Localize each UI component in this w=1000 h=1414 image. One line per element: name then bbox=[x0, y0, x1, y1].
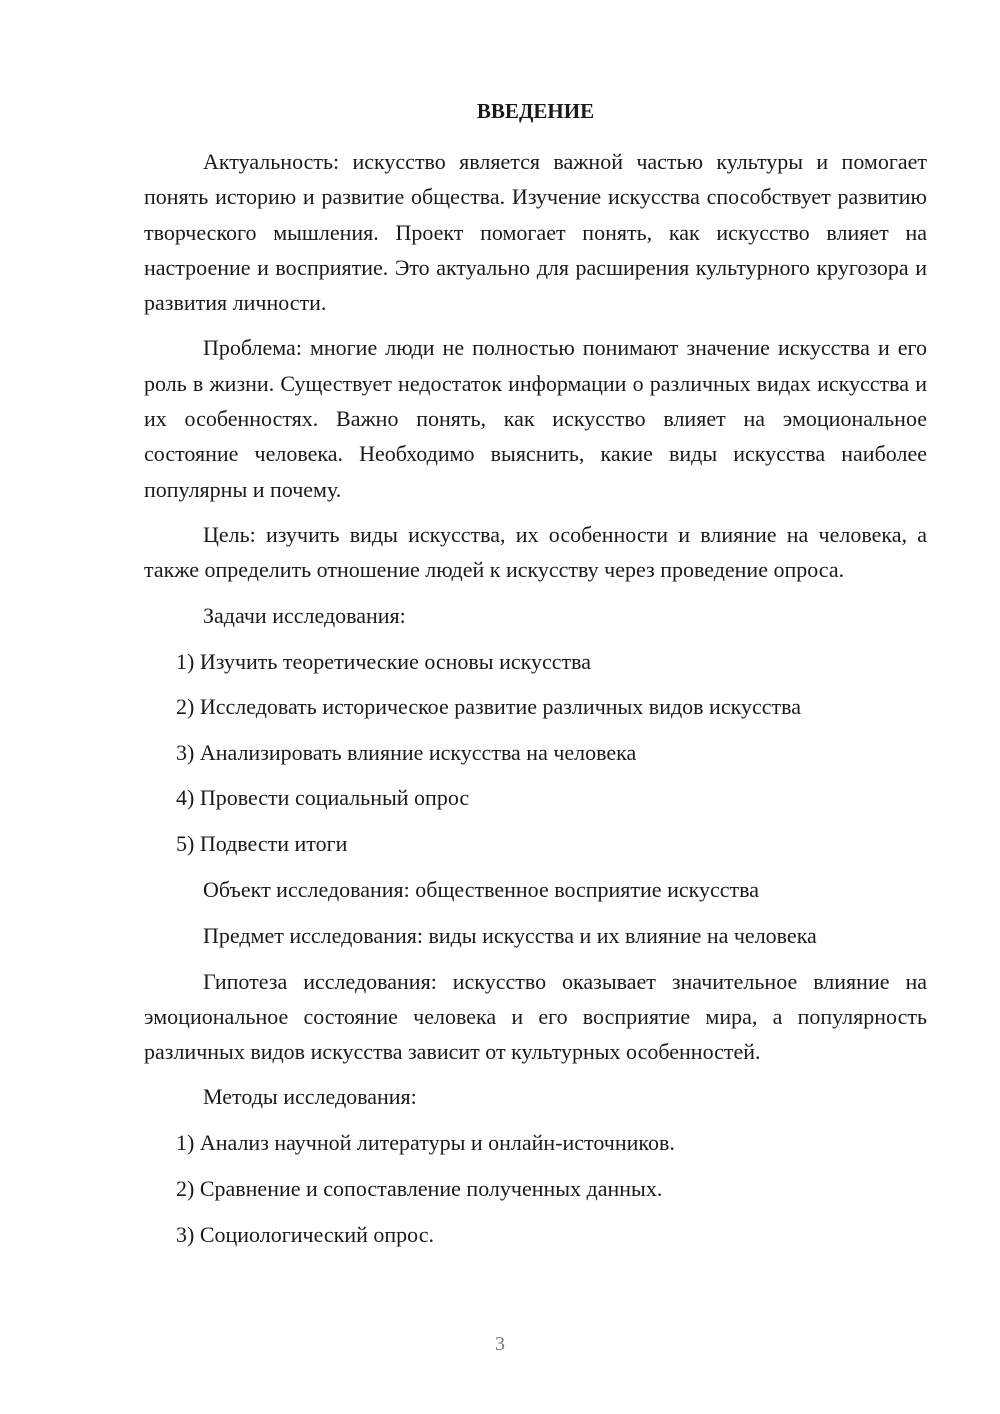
problem-paragraph: Проблема: многие люди не полностью понимают значение искусства и его роль в жизни. Существует недостаток информации о различных видах искусства и их особенностях. Важно понять, как искусство влияет на эмоциональное состояние человека. Необходимо выяснить, какие виды искусства наиболее популярны и почему. bbox=[144, 335, 927, 502]
tasks-heading: Задачи исследования: bbox=[203, 602, 406, 628]
task-item: 4) Провести социальный опрос bbox=[176, 785, 470, 811]
task-item: 3) Анализировать влияние искусства на человека bbox=[176, 739, 637, 765]
goal-paragraph: Цель: изучить виды искусства, их особенности и влияние на человека, а также определить отношение людей к искусству через проведение опроса. bbox=[144, 521, 927, 583]
task-item: 5) Подвести итоги bbox=[176, 830, 348, 856]
methods-list bbox=[144, 1125, 927, 1251]
tasks-list bbox=[144, 644, 927, 861]
task-item: 2) Исследовать историческое развитие различных видов искусства bbox=[176, 694, 801, 720]
method-item: 1) Анализ научной литературы и онлайн-источников. bbox=[176, 1130, 675, 1156]
task-item: 1) Изучить теоретические основы искусства bbox=[176, 648, 592, 674]
method-item: 2) Сравнение и сопоставление полученных данных. bbox=[176, 1176, 663, 1202]
document-page bbox=[144, 96, 927, 1262]
method-item: 3) Социологический опрос. bbox=[176, 1221, 434, 1247]
hypothesis-paragraph: Гипотеза исследования: искусство оказывает значительное влияние на эмоциональное состояние человека и его восприятие мира, а популярность различных видов искусства зависит от культурных особенностей. bbox=[144, 968, 927, 1065]
research-subject: Предмет исследования: виды искусства и их влияние на человека bbox=[203, 922, 817, 948]
methods-heading: Методы исследования: bbox=[203, 1084, 417, 1110]
research-object: Объект исследования: общественное восприятие искусства bbox=[203, 876, 759, 902]
page-number: 3 bbox=[495, 1333, 505, 1355]
page-title: ВВЕДЕНИЕ bbox=[476, 99, 595, 123]
relevance-paragraph: Актуальность: искусство является важной частью культуры и помогает понять историю и развитие общества. Изучение искусства способствует развитию творческого мышления. Проект помогает понять, как искусство влияет на настроение и восприятие. Это актуально для расширения культурного кругозора и развития личности. bbox=[144, 149, 927, 316]
